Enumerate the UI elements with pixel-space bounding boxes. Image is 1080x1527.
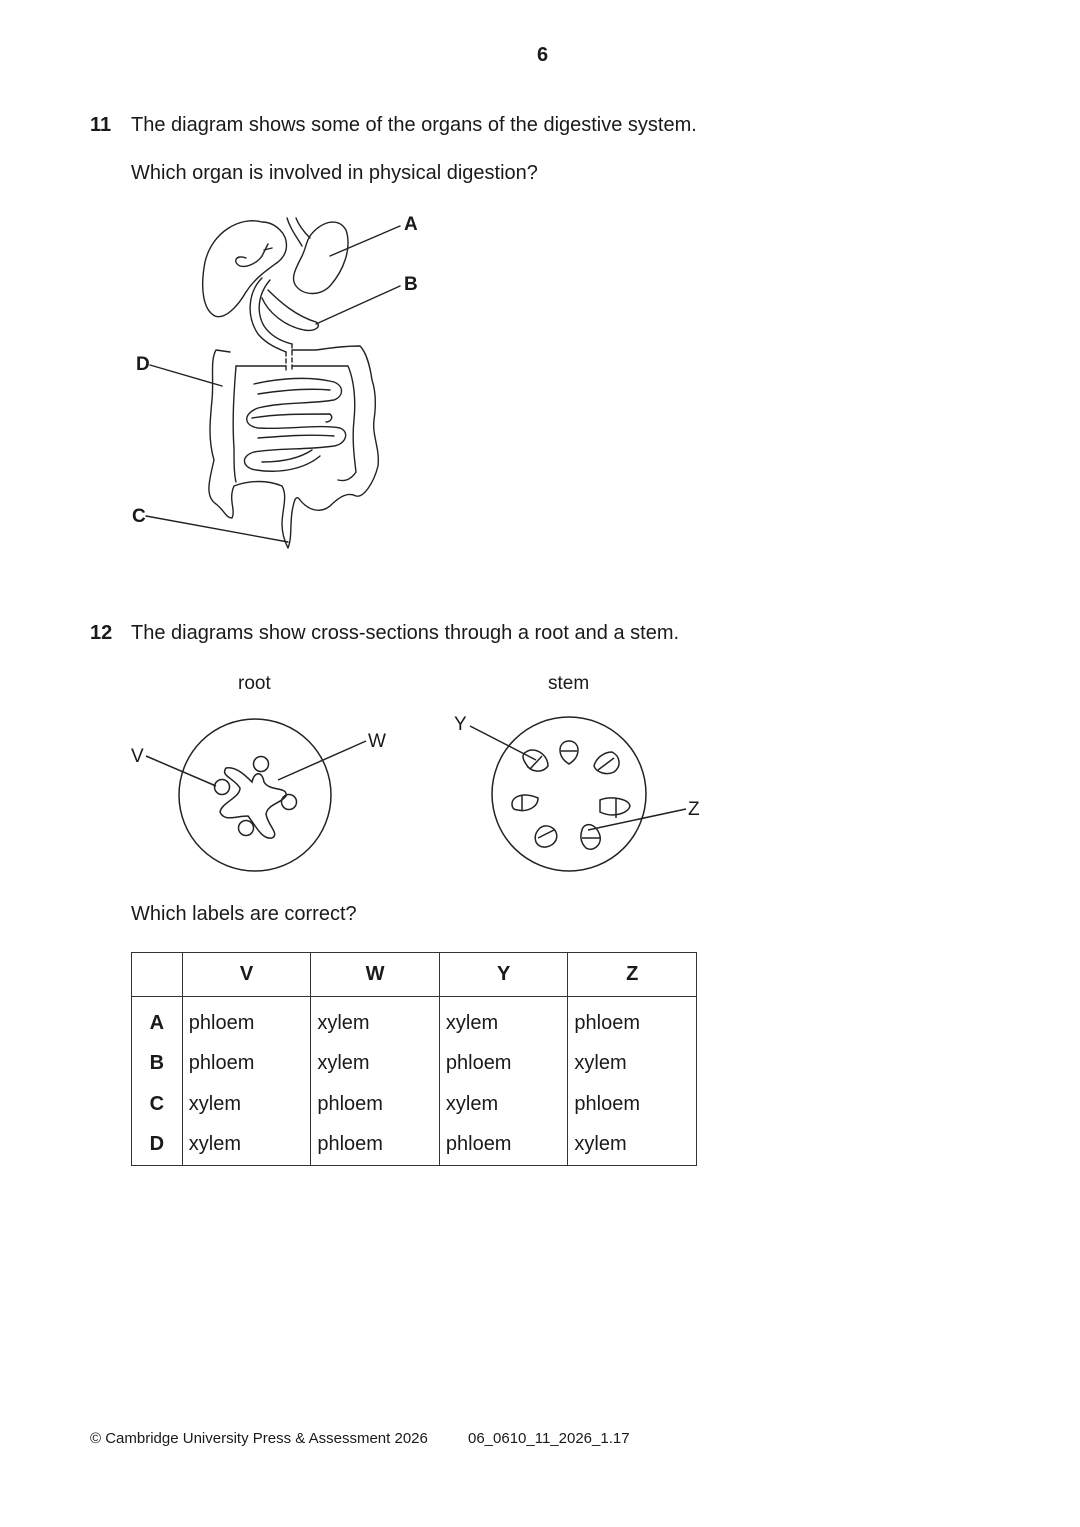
answer-table [131, 952, 697, 1166]
cell-v: phloem [182, 1044, 311, 1085]
cell-y: xylem [439, 1084, 568, 1125]
footer-copyright: © Cambridge University Press & Assessment 2026 [90, 1430, 428, 1447]
cell-z: xylem [568, 1125, 697, 1166]
stem-label-z: Z [688, 799, 700, 820]
root-cross-section-diagram [125, 715, 405, 880]
digestive-label-c: C [132, 506, 146, 527]
header-w: W [311, 953, 440, 997]
cell-y: phloem [439, 1125, 568, 1166]
pancreas-outline [262, 290, 318, 330]
question-12-prompt: Which labels are correct? [131, 903, 357, 925]
cell-w: phloem [311, 1125, 440, 1166]
digestive-label-d: D [136, 354, 150, 375]
root-phloem-4 [239, 821, 254, 836]
stomach-outline [294, 222, 349, 293]
table-row [132, 997, 697, 1044]
label-line-a [330, 226, 400, 256]
header-v: V [182, 953, 311, 997]
table-row [132, 1084, 697, 1125]
root-label-v: V [131, 746, 144, 767]
option-key: C [132, 1084, 183, 1125]
label-line-v [146, 756, 216, 786]
header-y: Y [439, 953, 568, 997]
header-blank [132, 953, 183, 997]
cell-z: phloem [568, 1084, 697, 1125]
root-outer-circle [179, 719, 331, 871]
cell-w: xylem [311, 997, 440, 1044]
label-line-z [588, 809, 686, 830]
stem-outer-circle [492, 717, 646, 871]
digestive-system-diagram [120, 205, 450, 555]
cell-z: xylem [568, 1044, 697, 1085]
label-line-c [146, 516, 288, 542]
liver-outline [203, 221, 287, 317]
question-11-prompt: Which organ is involved in physical digestion? [131, 162, 538, 184]
digestive-label-b: B [404, 274, 418, 295]
root-phloem-3 [282, 795, 297, 810]
cell-v: xylem [182, 1084, 311, 1125]
cell-w: phloem [311, 1084, 440, 1125]
cell-v: xylem [182, 1125, 311, 1166]
stem-cross-section-diagram [445, 705, 715, 880]
cell-y: phloem [439, 1044, 568, 1085]
question-11-text: The diagram shows some of the organs of the digestive system. [131, 114, 697, 136]
digestive-label-a: A [404, 214, 418, 235]
option-key: B [132, 1044, 183, 1085]
cell-w: xylem [311, 1044, 440, 1085]
answer-table-header [132, 953, 697, 997]
label-line-w [278, 741, 366, 780]
header-z: Z [568, 953, 697, 997]
stem-caption: stem [548, 673, 590, 694]
cell-z: phloem [568, 997, 697, 1044]
stem-label-y: Y [454, 714, 467, 735]
question-11-number: 11 [90, 114, 112, 136]
label-line-b [316, 286, 400, 324]
root-caption: root [238, 673, 271, 694]
label-line-d [150, 365, 222, 386]
question-12-text: The diagrams show cross-sections through a root and a stem. [131, 622, 680, 644]
cell-v: phloem [182, 997, 311, 1044]
page-number: 6 [536, 44, 549, 66]
footer-code: 06_0610_11_2026_1.17 [468, 1430, 630, 1447]
cell-y: xylem [439, 997, 568, 1044]
question-12-number: 12 [90, 622, 113, 644]
option-key: D [132, 1125, 183, 1166]
root-phloem-1 [254, 757, 269, 772]
option-key: A [132, 997, 183, 1044]
table-row [132, 1125, 697, 1166]
root-label-w: W [368, 731, 386, 752]
table-row [132, 1044, 697, 1085]
root-phloem-2 [215, 780, 230, 795]
